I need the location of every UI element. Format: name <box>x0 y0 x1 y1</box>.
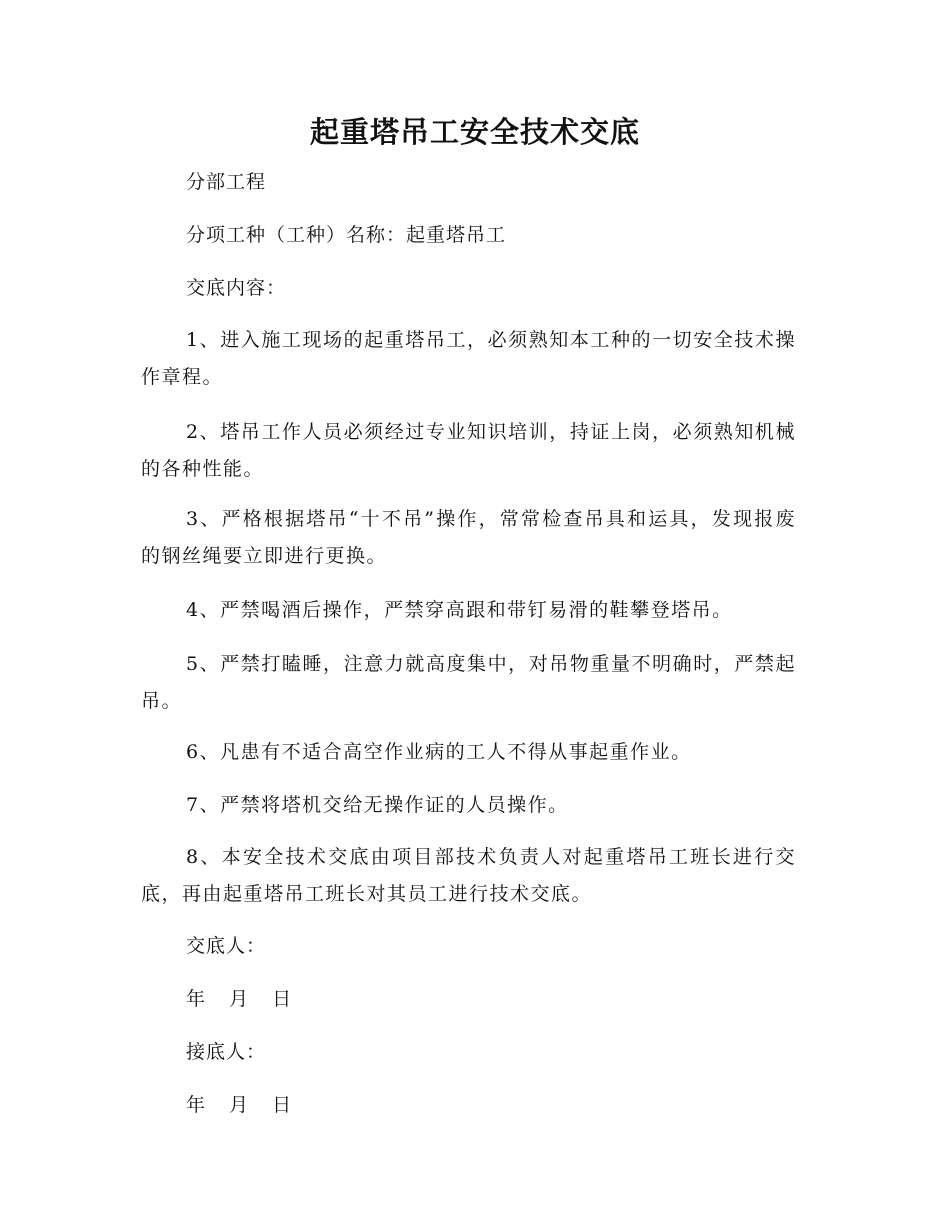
day-label: 日 <box>272 988 293 1010</box>
content-label: 交底内容： <box>186 277 287 299</box>
receiver-date <box>186 1091 308 1119</box>
discloser-date <box>186 985 308 1013</box>
year-label: 年 <box>186 988 207 1010</box>
year-label: 年 <box>186 1094 207 1116</box>
trade-field: 分项工种（工种）名称：起重塔吊工 <box>186 224 507 246</box>
month-label: 月 <box>229 1094 250 1116</box>
document-title: 起重塔吊工安全技术交底 <box>309 115 640 149</box>
item-7: 7、严禁将塔机交给无操作证的人员操作。 <box>186 794 569 816</box>
receiver-label: 接底人： <box>186 1041 267 1063</box>
month-label: 月 <box>229 988 250 1010</box>
item-2: 2、塔吊工作人员必须经过专业知识培训，持证上岗，必须熟知机械的各种性能。 <box>141 421 796 480</box>
item-4: 4、严禁喝酒后操作，严禁穿高跟和带钉易滑的鞋攀登塔吊。 <box>186 599 733 621</box>
item-8: 8、本安全技术交底由项目部技术负责人对起重塔吊工班长进行交底，再由起重塔吊工班长对其员工进行技术交底。 <box>141 846 796 905</box>
discloser-label: 交底人： <box>186 935 267 957</box>
division-field: 分部工程 <box>186 171 267 193</box>
day-label: 日 <box>272 1094 293 1116</box>
item-5: 5、严禁打瞌睡，注意力就高度集中，对吊物重量不明确时，严禁起吊。 <box>141 653 796 712</box>
item-6: 6、凡患有不适合高空作业病的工人不得从事起重作业。 <box>186 741 692 763</box>
item-1: 1、进入施工现场的起重塔吊工，必须熟知本工种的一切安全技术操作章程。 <box>141 329 796 388</box>
item-3: 3、严格根据塔吊“十不吊”操作，常常检查吊具和运具，发现报废的钢丝绳要立即进行更换。 <box>141 508 796 567</box>
